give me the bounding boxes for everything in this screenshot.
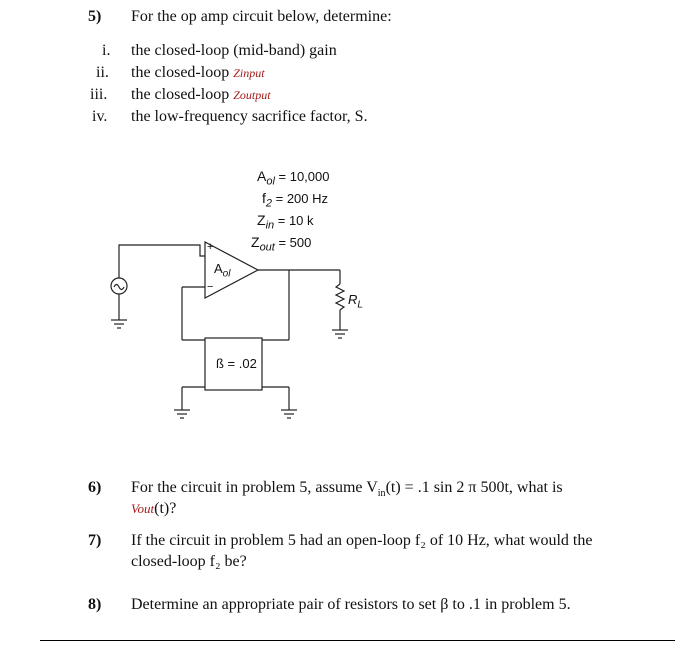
ac-source-wave bbox=[114, 285, 124, 290]
beta-label: ß = .02 bbox=[216, 356, 257, 371]
problem-5-number: 5) bbox=[88, 8, 102, 25]
zin-scribble: Zinput bbox=[233, 66, 265, 80]
spec-zout: $Z_{out} = 500$ bbox=[251, 234, 312, 254]
problem-6-number: 6) bbox=[88, 479, 102, 496]
input-wire bbox=[119, 245, 205, 278]
vout-scribble: Vout bbox=[131, 501, 155, 516]
problem-7-number: 7) bbox=[88, 532, 102, 549]
spec-aol: $A_{ol} = 10,000$ bbox=[257, 168, 330, 188]
bottom-rule bbox=[40, 640, 675, 641]
item-i-roman: i. bbox=[102, 42, 111, 59]
problem-6-line1: For the circuit in problem 5, assume $V_{in}(t) = .1$ sin 2 π 500t, what is bbox=[131, 479, 563, 500]
problem-5-intro: For the op amp circuit below, determine: bbox=[131, 8, 392, 25]
spec-f2: $f_2 = 200$ Hz bbox=[262, 190, 329, 210]
opamp-minus-label: − bbox=[207, 281, 214, 293]
opamp-plus-label: + bbox=[207, 241, 214, 253]
spec-zin: $Z_{in} = 10$ k bbox=[257, 212, 314, 232]
problem-8-text: Determine an appropriate pair of resistors to set β to .1 in problem 5. bbox=[131, 596, 571, 613]
item-iii-roman: iii. bbox=[90, 86, 108, 103]
opamp-label: $A_{ol}$ bbox=[214, 261, 231, 280]
problem-7-line2: closed-loop f₂ be? bbox=[131, 553, 247, 570]
item-ii-text: the closed-loop Zinput bbox=[131, 64, 265, 81]
problem-7-line1: If the circuit in problem 5 had an open-loop f₂ of 10 Hz, what would the bbox=[131, 532, 593, 549]
zout-scribble: Zoutput bbox=[233, 88, 271, 102]
problem-6-line2: Vout(t)? bbox=[131, 500, 177, 517]
item-iv-text: the low-frequency sacrifice factor, S. bbox=[131, 108, 368, 125]
rl-label: $R_L$ bbox=[348, 292, 363, 311]
problem-8-number: 8) bbox=[88, 596, 102, 613]
load-resistor bbox=[336, 284, 344, 310]
item-ii-roman: ii. bbox=[96, 64, 109, 81]
item-iv-roman: iv. bbox=[92, 108, 108, 125]
item-iii-text: the closed-loop Zoutput bbox=[131, 86, 271, 103]
item-i-text: the closed-loop (mid-band) gain bbox=[131, 42, 337, 59]
